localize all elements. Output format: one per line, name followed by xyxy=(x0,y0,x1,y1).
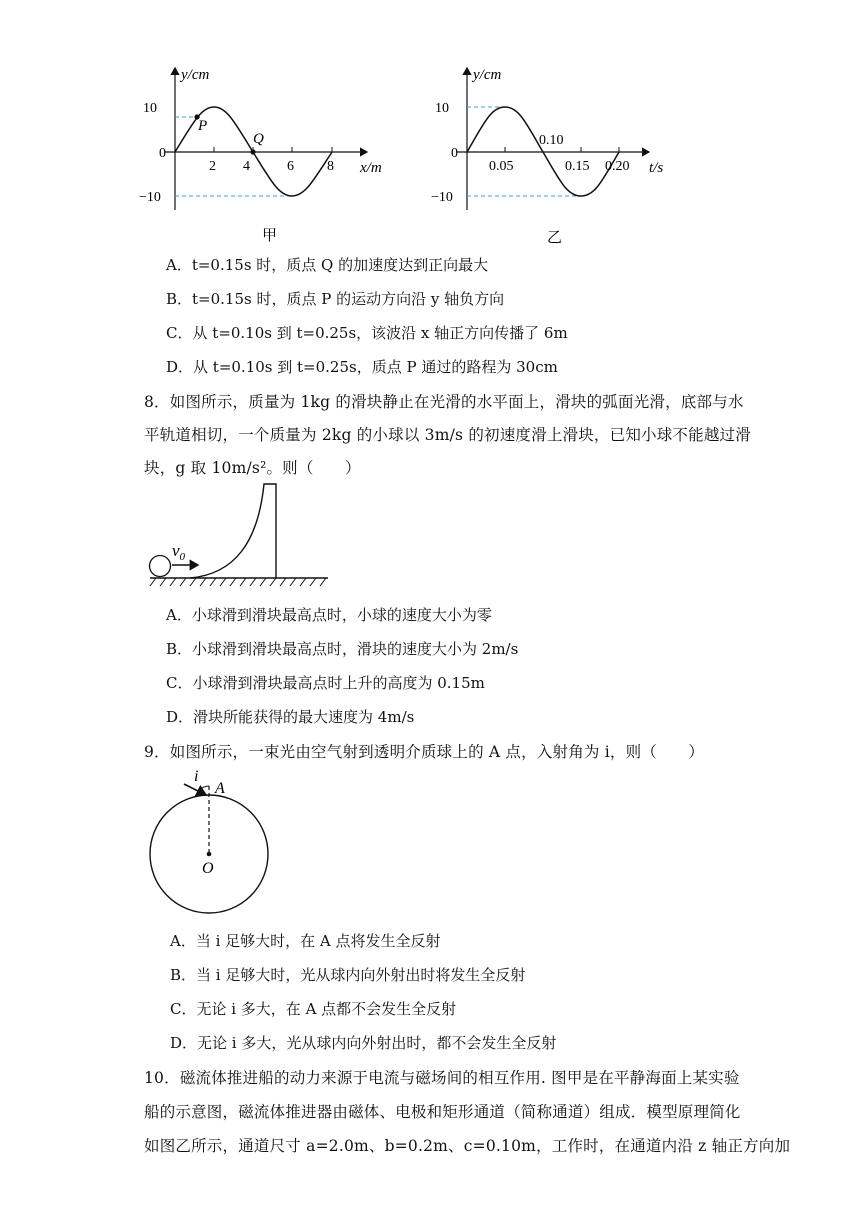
q10-stem-line-1: 10．磁流体推进船的动力来源于电流与磁场间的相互作用. 图甲是在平静海面上某实验 xyxy=(144,1069,740,1087)
velocity-label: $v_0$ xyxy=(172,541,186,563)
x-tick-6: 6 xyxy=(287,159,294,174)
y-tick-10: 10 xyxy=(435,101,449,116)
point-a-label: A xyxy=(215,780,225,797)
vibration-graph-yi xyxy=(425,60,685,250)
y-tick-10: 10 xyxy=(143,101,157,116)
q7-option-a: A．t=0.15s 时，质点 Q 的加速度达到正向最大 xyxy=(166,256,489,274)
incidence-angle-arc xyxy=(199,786,209,790)
y-axis-label: y/cm xyxy=(181,67,210,83)
q8-stem-line-2: 平轨道相切，一个质量为 2kg 的小球以 3m/s 的初速度滑上滑块，已知小球不能越过滑 xyxy=(144,426,751,444)
q7-option-c: C．从 t=0.10s 到 t=0.25s，该波沿 x 轴正方向传播了 6m xyxy=(166,324,568,342)
t-tick-010: 0.10 xyxy=(539,133,564,148)
q9-option-d: D．无论 i 多大，光从球内向外射出时，都不会发生全反射 xyxy=(170,1034,557,1052)
graph-caption: 甲 xyxy=(262,228,278,244)
q9-stem: 9．如图所示，一束光由空气射到透明介质球上的 A 点，入射角为 i，则（ ） xyxy=(144,743,705,761)
wave-graph-jia xyxy=(135,60,405,250)
y-tick-0: 0 xyxy=(451,146,458,161)
q10-stem-line-3: 如图乙所示，通道尺寸 a=2.0m、b=0.2m、c=0.10m，工作时，在通道内沿 z 轴正方向加 xyxy=(144,1137,791,1155)
x-tick-4: 4 xyxy=(243,159,250,174)
t-tick-005: 0.05 xyxy=(489,159,514,174)
q9-option-c: C．无论 i 多大，在 A 点都不会发生全反射 xyxy=(170,1000,457,1018)
graph-caption: 乙 xyxy=(547,230,563,246)
y-tick-neg10: −10 xyxy=(139,190,161,205)
incident-ray xyxy=(184,784,206,795)
center-point xyxy=(207,852,212,857)
t-axis-label: t/s xyxy=(649,160,664,176)
point-q-label: Q xyxy=(253,131,264,147)
q8-option-d: D．滑块所能获得的最大速度为 4m/s xyxy=(166,708,415,726)
q8-option-b: B．小球滑到滑块最高点时，滑块的速度大小为 2m/s xyxy=(166,640,519,658)
t-tick-015: 0.15 xyxy=(565,159,590,174)
ball xyxy=(150,556,171,577)
x-tick-2: 2 xyxy=(209,159,216,174)
y-tick-neg10: −10 xyxy=(431,190,453,205)
t-tick-020: 0.20 xyxy=(605,159,630,174)
q8-stem-line-3: 块，g 取 10m/s²。则（ ） xyxy=(144,459,361,477)
x-axis-label: x/m xyxy=(360,160,382,176)
slider-block xyxy=(190,484,276,578)
q8-slider-figure xyxy=(140,482,340,590)
angle-label: i xyxy=(194,768,199,785)
q7-option-b: B．t=0.15s 时，质点 P 的运动方向沿 y 轴负方向 xyxy=(166,290,505,308)
q8-option-a: A．小球滑到滑块最高点时，小球的速度大小为零 xyxy=(166,606,492,624)
ground-hatch xyxy=(150,578,326,586)
x-tick-8: 8 xyxy=(327,159,334,174)
q9-sphere-figure xyxy=(146,766,276,921)
center-label: O xyxy=(202,860,214,877)
q9-option-b: B．当 i 足够大时，光从球内向外射出时将发生全反射 xyxy=(170,966,526,984)
y-tick-0: 0 xyxy=(159,146,166,161)
point-p-label: P xyxy=(198,118,208,134)
point-q xyxy=(250,149,255,154)
q10-stem-line-2: 船的示意图，磁流体推进器由磁体、电极和矩形通道（简称通道）组成．模型原理简化 xyxy=(144,1103,741,1121)
q8-option-c: C．小球滑到滑块最高点时上升的高度为 0.15m xyxy=(166,674,485,692)
y-axis-label: y/cm xyxy=(473,67,502,83)
q9-option-a: A．当 i 足够大时，在 A 点将发生全反射 xyxy=(170,932,441,950)
q8-stem-line-1: 8．如图所示，质量为 1kg 的滑块静止在光滑的水平面上，滑块的弧面光滑，底部与水 xyxy=(144,393,744,411)
q7-option-d: D．从 t=0.10s 到 t=0.25s，质点 P 通过的路程为 30cm xyxy=(166,358,558,376)
